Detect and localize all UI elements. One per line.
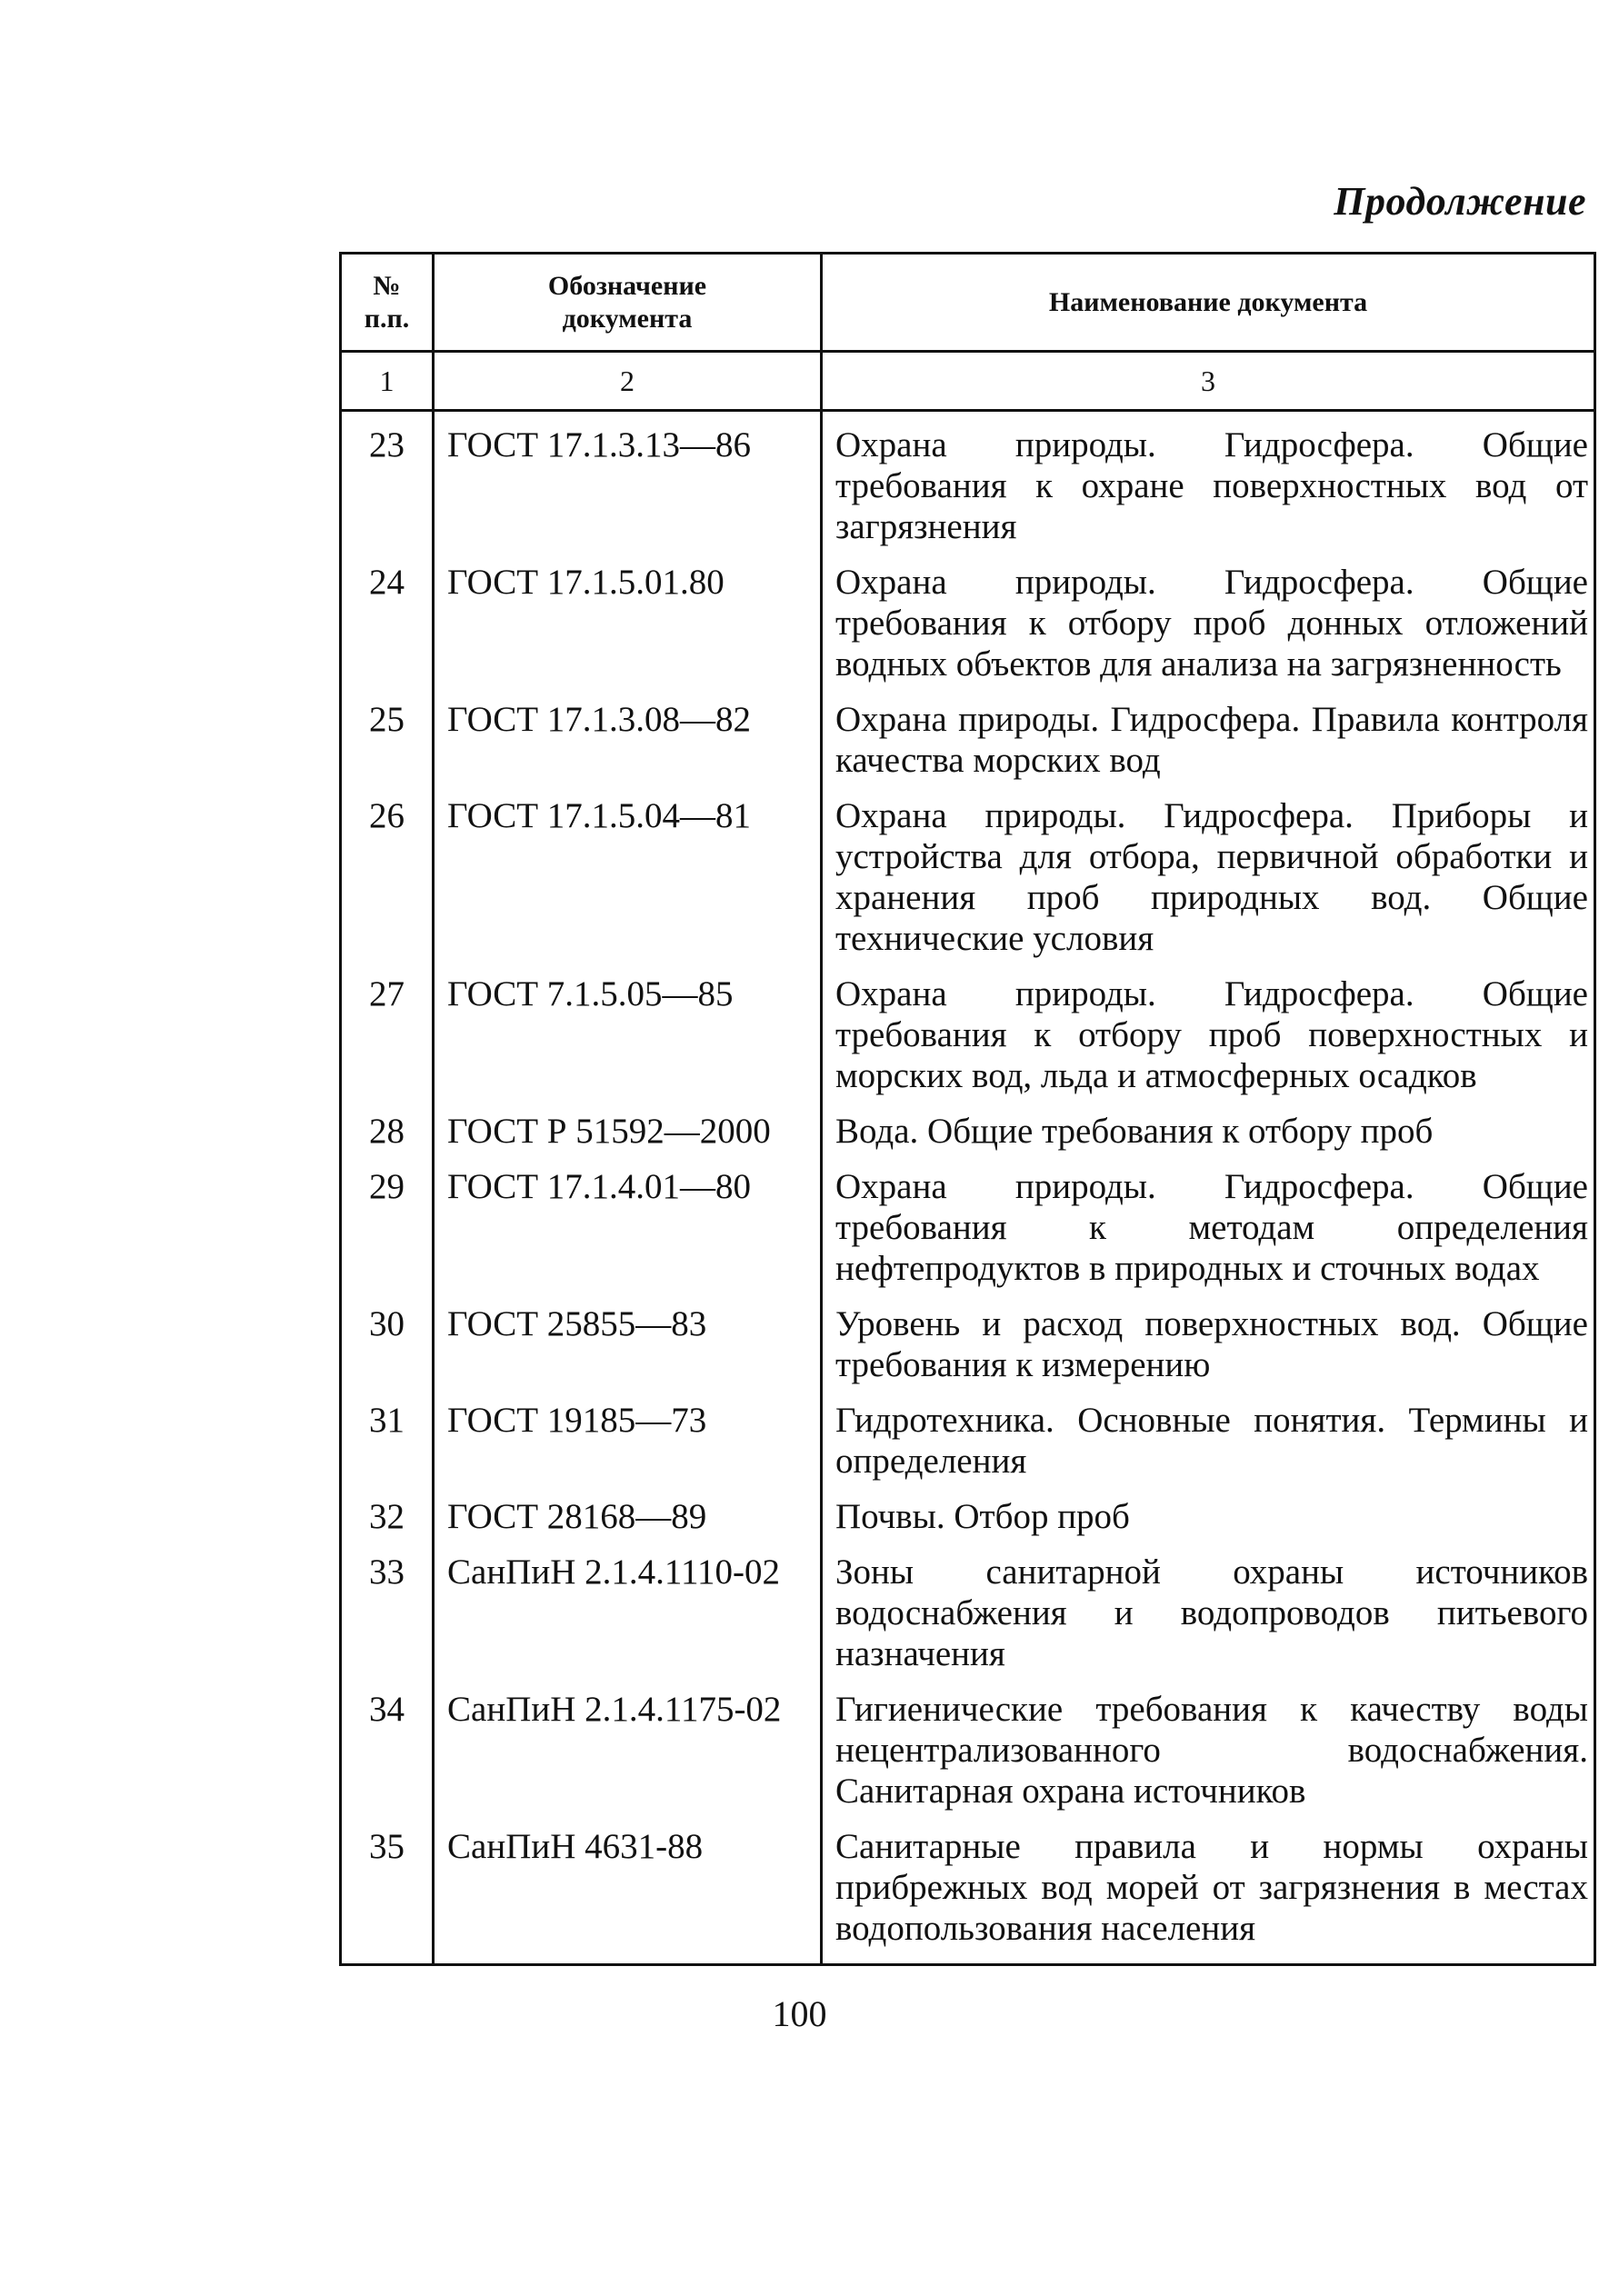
document-code: ГОСТ 7.1.5.05—85: [434, 973, 822, 1111]
row-number: 35: [341, 1826, 434, 1965]
document-name: Охрана природы. Гидросфера. Общие требования к охране поверхностных вод от загрязнения: [822, 411, 1595, 563]
table-body: [341, 411, 1595, 1965]
table-header-row: [341, 254, 1595, 352]
document-name: Зоны санитарной охраны источников водоснабжения и водопроводов питьевого назначения: [822, 1552, 1595, 1689]
table-row: [341, 1552, 1595, 1689]
document-name: Охрана природы. Гидросфера. Общие требования к отбору проб донных отложений водных объектов для анализа на загрязненность: [822, 562, 1595, 699]
header-name: Наименование документа: [822, 254, 1595, 352]
document-code: ГОСТ 17.1.3.08—82: [434, 699, 822, 795]
column-number: 2: [434, 352, 822, 411]
document-code: ГОСТ Р 51592—2000: [434, 1111, 822, 1166]
table-row: [341, 699, 1595, 795]
table-row: [341, 795, 1595, 973]
table-row: [341, 1303, 1595, 1400]
document-name: Охрана природы. Гидросфера. Правила контроля качества морских вод: [822, 699, 1595, 795]
document-name: Почвы. Отбор проб: [822, 1496, 1595, 1552]
continuation-label: Продолжение: [1334, 179, 1586, 224]
table-row: [341, 1166, 1595, 1303]
table-row: [341, 1400, 1595, 1496]
page-number: 100: [772, 1993, 827, 2034]
document-name: Гигиенические требования к качеству воды нецентрализованного водоснабжения. Санитарная охрана источников: [822, 1689, 1595, 1826]
row-number: 33: [341, 1552, 434, 1689]
table-row: [341, 1111, 1595, 1166]
table-row: [341, 1496, 1595, 1552]
document-code: ГОСТ 17.1.4.01—80: [434, 1166, 822, 1303]
document-code: СанПиН 2.1.4.1110-02: [434, 1552, 822, 1689]
document-name: Вода. Общие требования к отбору проб: [822, 1111, 1595, 1166]
document-name: Охрана природы. Гидросфера. Общие требования к отбору проб поверхностных и морских вод, льда и атмосферных осадков: [822, 973, 1595, 1111]
row-number: 25: [341, 699, 434, 795]
document-code: ГОСТ 17.1.3.13—86: [434, 411, 822, 563]
row-number: 27: [341, 973, 434, 1111]
document-name: Охрана природы. Гидросфера. Общие требования к методам определения нефтепродуктов в природных и сточных водах: [822, 1166, 1595, 1303]
table-row: [341, 562, 1595, 699]
document-code: ГОСТ 28168—89: [434, 1496, 822, 1552]
row-number: 26: [341, 795, 434, 973]
table-row: [341, 1689, 1595, 1826]
document-code: ГОСТ 25855—83: [434, 1303, 822, 1400]
document-code: ГОСТ 17.1.5.04—81: [434, 795, 822, 973]
document-name: Уровень и расход поверхностных вод. Общие требования к измерению: [822, 1303, 1595, 1400]
table-row: [341, 1826, 1595, 1965]
document-code: СанПиН 2.1.4.1175-02: [434, 1689, 822, 1826]
row-number: 32: [341, 1496, 434, 1552]
document-name: Гидротехника. Основные понятия. Термины и определения: [822, 1400, 1595, 1496]
row-number: 23: [341, 411, 434, 563]
row-number: 28: [341, 1111, 434, 1166]
table-row: [341, 411, 1595, 563]
header-code: Обозначение документа: [434, 254, 822, 352]
row-number: 30: [341, 1303, 434, 1400]
row-number: 31: [341, 1400, 434, 1496]
document-code: ГОСТ 19185—73: [434, 1400, 822, 1496]
row-number: 34: [341, 1689, 434, 1826]
document-code: ГОСТ 17.1.5.01.80: [434, 562, 822, 699]
column-number: 1: [341, 352, 434, 411]
row-number: 29: [341, 1166, 434, 1303]
documents-table: [339, 252, 1596, 1966]
row-number: 24: [341, 562, 434, 699]
table-row: [341, 973, 1595, 1111]
column-numbers-row: [341, 352, 1595, 411]
column-number: 3: [822, 352, 1595, 411]
document-code: СанПиН 4631-88: [434, 1826, 822, 1965]
header-num: № п.п.: [341, 254, 434, 352]
document-name: Охрана природы. Гидросфера. Приборы и устройства для отбора, первичной обработки и хранения проб природных вод. Общие технические условия: [822, 795, 1595, 973]
document-name: Санитарные правила и нормы охраны прибрежных вод морей от загрязнения в местах водопользования населения: [822, 1826, 1595, 1965]
